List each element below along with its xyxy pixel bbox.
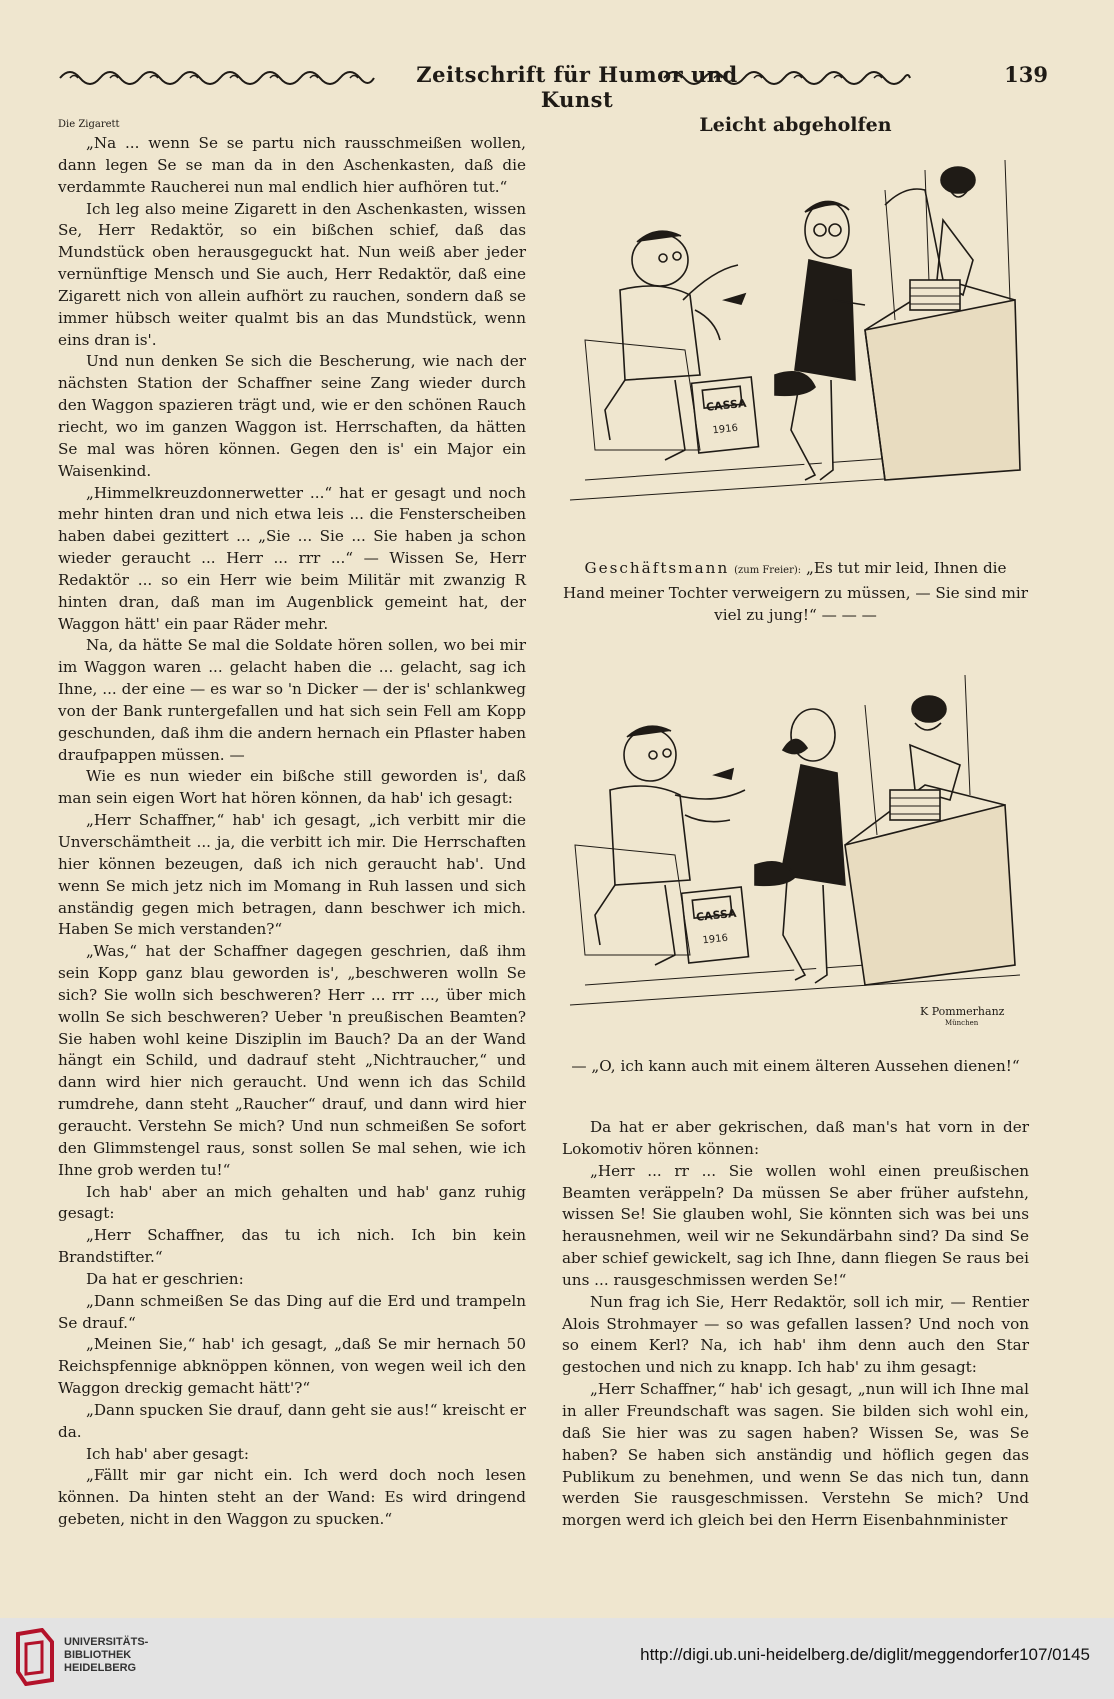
paragraph: Da hat er geschrien:: [86, 1269, 244, 1288]
paragraph: Da hat er aber gekrischen, daß man's hat vorn in der Lokomotiv hören können:: [562, 1118, 1029, 1158]
cassa-sign-year-2: 1916: [702, 932, 729, 947]
paragraph: Na, da hätte Se mal die Soldate hören sollen, wo bei mir im Waggon waren ... gelacht haben die ... gelacht, sag ich Ihne, ... der eine — es war so 'n Dicker — der is' schlankweg von der Bank runtergefallen und hat sich sein Fell am Kopp geschunden, daß ihm die andern hernach ein Pflaster haben draufpappen müssen. —: [58, 636, 526, 764]
cartoon-title: Leicht abgeholfen: [699, 114, 892, 136]
article-kicker: Die Zigarett: [58, 119, 120, 130]
running-header: [58, 62, 1048, 112]
paragraph: „Meinen Sie,“ hab' ich gesagt, „daß Se mir hernach 50 Reichspfennige abknöppen können, von wegen weil ich den Waggon dreckig gemacht hätt'?“: [58, 1335, 526, 1398]
cartoon-illustration-1: [565, 150, 1030, 520]
paragraph: Ich hab' aber an mich gehalten und hab' ganz ruhig gesagt:: [58, 1182, 526, 1223]
library-line: BIBLIOTHEK: [64, 1649, 132, 1661]
viewer-footer: [0, 1618, 1114, 1699]
paragraph: „Na ... wenn Se se partu nich rausschmeißen wollen, dann legen Se se man da in den Aschenkasten, daß die verdammte Raucherei nun mal endlich hier aufhören tut.“: [58, 134, 526, 196]
right-column: [562, 1117, 1029, 1532]
paragraph: Nun frag ich Sie, Herr Redaktör, soll ich mir, — Rentier Alois Strohmayer — so was gefallen lassen? Und noch von so einem Kerl? Na, ich hab' ihm denn auch den Star gestochen und nich zu knapp. Ich hab' zu ihm gesagt:: [562, 1292, 1029, 1377]
left-column: [58, 133, 526, 1531]
paragraph: „Dann spucken Sie drauf, dann geht sie aus!“ kreischt er da.: [58, 1400, 526, 1441]
paragraph: „Fällt mir gar nicht ein. Ich werd doch noch lesen können. Da hinten steht an der Wand: Es wird dringend gebeten, nicht in den Waggon zu spucken.“: [58, 1466, 526, 1529]
library-line: HEIDELBERG: [64, 1662, 137, 1674]
caption-2: — „O, ich kann auch mit einem älteren Aussehen dienen!“: [571, 1057, 1020, 1075]
right-ornament: [662, 66, 912, 90]
page-number: 139: [1004, 62, 1048, 87]
cassa-sign-text: CASSA: [705, 396, 748, 414]
cassa-sign-year: 1916: [712, 422, 739, 437]
library-logo-icon: [12, 1628, 58, 1686]
cartoon-illustration-2: [565, 665, 1030, 1025]
paragraph: Und nun denken Se sich die Bescherung, wie nach der nächsten Station der Schaffner seine Zang wieder durch den Waggon spazieren trägt und, wie er den schönen Rauch riecht, wo im ganzen Waggon ist. Herrschaften, da hätten Se mal was hören können. Gegen den is' ein Major ein Waisenkind.: [58, 352, 526, 480]
paragraph: „Dann schmeißen Se das Ding auf die Erd und trampeln Se drauf.“: [58, 1291, 526, 1332]
library-line: UNIVERSITÄTS-: [64, 1636, 149, 1648]
paragraph: „Herr Schaffner,“ hab' ich gesagt, „nun will ich Ihne mal in aller Freundschaft was sagen. Sie bilden sich wohl ein, daß Sie hier was zu sagen haben? Wissen Se, was Se haben? Se haben sich anständig und höflich gegen das Publikum zu benehmen, und wenn Se das nich tun, dann werden Sie rausgeschmissen. Verstehn Se mich? Und morgen werd ich gleich bei den Herrn Eisenbahnminister: [562, 1380, 1029, 1530]
permalink-url[interactable]: http://digi.ub.uni-heidelberg.de/diglit/meggendorfer107/0145: [640, 1645, 1090, 1664]
library-name: [64, 1636, 148, 1675]
paragraph: Wie es nun wieder ein bißche still geworden is', daß man sein eigen Wort hat hören können, da hab' ich gesagt:: [58, 767, 526, 808]
paragraph: „Herr Schaffner, das tu ich nich. Ich bin kein Brandstifter.“: [58, 1226, 526, 1267]
paragraph: Ich hab' aber gesagt:: [86, 1444, 250, 1463]
artist-signature: K Pommerhanz: [920, 1005, 1005, 1018]
left-ornament: [58, 66, 376, 90]
cassa-sign-text-2: CASSA: [695, 906, 738, 924]
paragraph: Ich leg also meine Zigarett in den Aschenkasten, wissen Se, Herr Redaktör, so ein bißchen schief, daß das Mundstück oben herausgeguckt hat. Nun weiß aber jeder vernünftige Mensch und Sie auch, Herr Redaktör, daß eine Zigarett nich von allein aufhört zu rauchen, sondern daß se immer hübsch weiter qualmt bis an das Mundstück, wenn eins dran is'.: [58, 199, 526, 349]
journal-title: Zeitschrift für Humor und Kunst: [416, 62, 738, 112]
paragraph: „Was,“ hat der Schaffner dagegen geschrien, daß ihm sein Kopp ganz blau geworden is', „beschweren wolln Se sich? Sie wolln sich beschweren? Herr ... rrr ..., über mich wolln Se sich beschweren? Ueber 'n preußischen Beamten? Sie haben wohl keine Disziplin im Bauch? Da an der Wand hängt ein Schild, und dadrauf steht „Nichtraucher,“ und dann wird hier nich geraucht. Und wenn ich das Schild rumdrehe, dann steht „Raucher“ drauf, und dann wird hier geraucht. Verstehn Se mich? Und nun schmeißen Se sofort den Glimmstengel raus, sonst sollen Se mal sehen, wie ich Ihne grob werden tu!“: [58, 942, 526, 1179]
paragraph: „Himmelkreuzdonnerwetter ...“ hat er gesagt und noch mehr hinten dran und nich etwa leis ... die Fensterscheiben haben dabei gezittert ... „Sie ... Sie ... Sie haben ja schon wieder geraucht ... Herr ... rrr ...“ — Wissen Se, Herr Redaktör ... so ein Herr wie beim Militär mit zwanzig R hinten dran, daß man im Augenblick gemeint hat, der Waggon hätt' ein paar Räder mehr.: [58, 483, 526, 633]
caption-stage-note: (zum Freier):: [734, 565, 802, 576]
paragraph: „Herr Schaffner,“ hab' ich gesagt, „ich verbitt mir die Unverschämtheit ... ja, die verbitt ich mir. Die Herrschaften hier können bezeugen, daß ich nich geraucht hab'. Und wenn Se mich jetz nich im Momang in Ruh lassen und sich anständig gegen mich betragen, dann beschwer ich mich. Haben Se mich verstanden?“: [58, 811, 526, 939]
paragraph: „Herr ... rr ... Sie wollen wohl einen preußischen Beamten veräppeln? Da müssen Se aber früher aufstehn, wissen Se! Sie glauben wohl, Sie könnten sich was bei uns herausnehmen, weil wir ne Sekundärbahn sind? Da sind Se aber schief gewickelt, sag ich Ihne, dann fliegen Se raus bei uns ... rausgeschmissen werden Se!“: [562, 1161, 1029, 1289]
caption-1: [562, 557, 1029, 626]
caption-speaker: Geschäftsmann: [584, 559, 730, 577]
caption-quote: „Es tut mir leid, Ihnen die Hand meiner Tochter verweigern zu müssen, — Sie sind mir viel zu jung!“ — — —: [563, 559, 1028, 624]
artist-city: München: [945, 1019, 979, 1025]
